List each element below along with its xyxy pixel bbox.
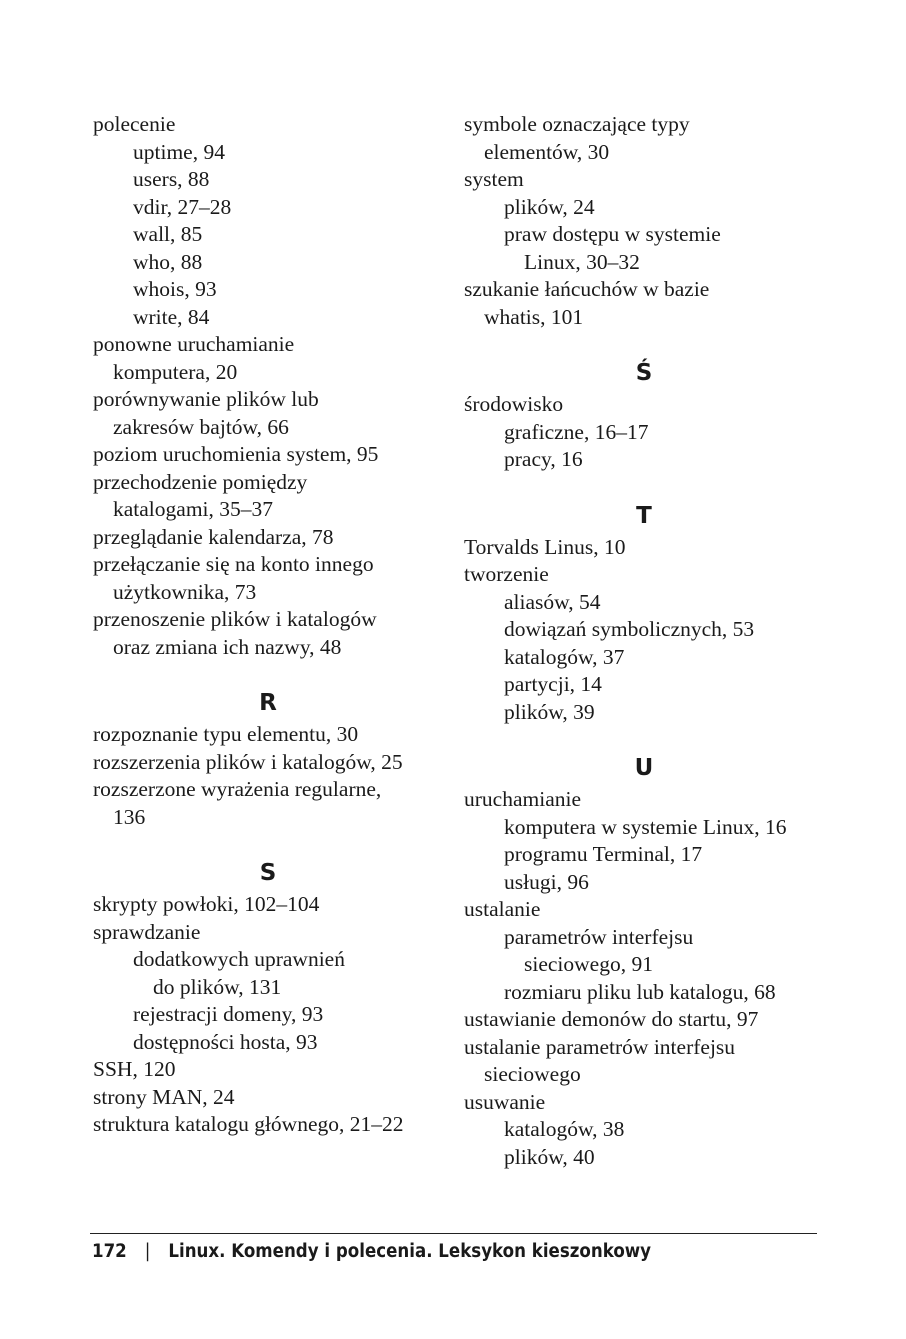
index-subentry: pracy, 16	[504, 447, 583, 471]
index-subentry: plików, 40	[504, 1144, 595, 1169]
index-entry: rozszerzenia plików i katalogów, 25	[93, 749, 403, 774]
index-subentry: parametrów interfejsu	[504, 924, 694, 949]
index-column-right	[464, 111, 824, 1171]
index-subentry: użytkownika, 73	[113, 579, 257, 604]
index-subentry: 136	[113, 804, 146, 829]
index-subentry: vdir, 27–28	[133, 194, 232, 219]
index-subentry: komputera w systemie Linux, 16	[504, 814, 787, 839]
index-subentry: usługi, 96	[504, 869, 589, 894]
index-entry: poziom uruchomienia system, 95	[93, 442, 379, 466]
index-subentry: dodatkowych uprawnień	[133, 947, 345, 971]
index-subentry: katalogów, 38	[504, 1117, 625, 1141]
index-subentry: rozmiaru pliku lub katalogu, 68	[504, 979, 776, 1004]
index-entry: strony MAN, 24	[93, 1084, 235, 1109]
index-subentry: uptime, 94	[133, 139, 225, 164]
index-subentry: sieciowego	[484, 1062, 581, 1086]
index-entry: tworzenie	[464, 562, 549, 586]
index-entry: przeglądanie kalendarza, 78	[93, 524, 334, 549]
index-entry: uruchamianie	[464, 787, 582, 811]
index-section-letter: Ś	[635, 360, 653, 386]
index-subentry: whois, 93	[133, 277, 217, 301]
index-entry: ustalanie	[464, 897, 541, 921]
index-entry: przechodzenie pomiędzy	[93, 469, 308, 494]
index-column-left	[93, 111, 443, 1139]
index-subentry: write, 84	[133, 304, 210, 329]
index-entry: przełączanie się na konto innego	[93, 552, 374, 576]
index-subentry: sieciowego, 91	[524, 952, 653, 976]
index-entry: skrypty powłoki, 102–104	[93, 892, 320, 916]
index-subentry: users, 88	[133, 167, 210, 191]
index-subentry: praw dostępu w systemie	[504, 222, 721, 246]
index-subentry: rejestracji domeny, 93	[133, 1002, 324, 1026]
index-entry: przenoszenie plików i katalogów	[93, 607, 377, 631]
index-entry: polecenie	[93, 112, 176, 136]
index-entry: sprawdzanie	[93, 919, 201, 944]
index-subentry: plików, 24	[504, 194, 595, 219]
index-subentry: aliasów, 54	[504, 589, 601, 614]
index-section-letter: S	[259, 860, 277, 886]
index-subentry: komputera, 20	[113, 359, 238, 384]
index-subentry: plików, 39	[504, 699, 595, 724]
index-subentry: zakresów bajtów, 66	[113, 414, 289, 439]
index-entry: rozpoznanie typu elementu, 30	[93, 722, 359, 746]
index-entry: ponowne uruchamianie	[93, 332, 295, 356]
index-subentry: dowiązań symbolicznych, 53	[504, 617, 755, 641]
page-number: 172	[92, 1241, 127, 1262]
index-subentry: who, 88	[133, 249, 203, 274]
index-subentry: elementów, 30	[484, 139, 610, 164]
footer-divider	[90, 1233, 817, 1234]
index-subentry: programu Terminal, 17	[504, 842, 703, 866]
book-title: Linux. Komendy i polecenia. Leksykon kieszonkowy	[168, 1241, 652, 1262]
index-entry: ustalanie parametrów interfejsu	[464, 1034, 736, 1059]
index-entry: ustawianie demonów do startu, 97	[464, 1007, 759, 1031]
index-section-letter: T	[636, 502, 652, 529]
index-subentry: dostępności hosta, 93	[133, 1029, 318, 1054]
index-entry: porównywanie plików lub	[93, 387, 319, 411]
index-section-letter: U	[634, 755, 654, 781]
footer-separator: |	[144, 1241, 151, 1262]
index-subentry: katalogów, 37	[504, 644, 625, 669]
index-subentry: graficzne, 16–17	[504, 419, 649, 444]
index-entry: system	[464, 167, 524, 191]
index-subentry: Linux, 30–32	[524, 249, 640, 274]
index-entry: symbole oznaczające typy	[464, 112, 690, 136]
index-entry: SSH, 120	[93, 1057, 176, 1081]
index-subentry: do plików, 131	[153, 974, 282, 999]
index-entry: rozszerzone wyrażenia regularne,	[93, 777, 382, 801]
index-entry: środowisko	[464, 392, 564, 416]
index-subentry: partycji, 14	[504, 672, 602, 696]
index-subentry: oraz zmiana ich nazwy, 48	[113, 634, 342, 659]
index-subentry: wall, 85	[133, 222, 203, 246]
index-subentry: whatis, 101	[484, 304, 584, 329]
index-entry: usuwanie	[464, 1089, 546, 1114]
index-subentry: katalogami, 35–37	[113, 497, 274, 521]
index-entry: Torvalds Linus, 10	[464, 534, 626, 559]
index-entry: szukanie łańcuchów w bazie	[464, 277, 710, 301]
index-section-letter: R	[259, 690, 277, 716]
page-footer	[92, 1241, 651, 1262]
index-entry: struktura katalogu głównego, 21–22	[93, 1112, 404, 1136]
